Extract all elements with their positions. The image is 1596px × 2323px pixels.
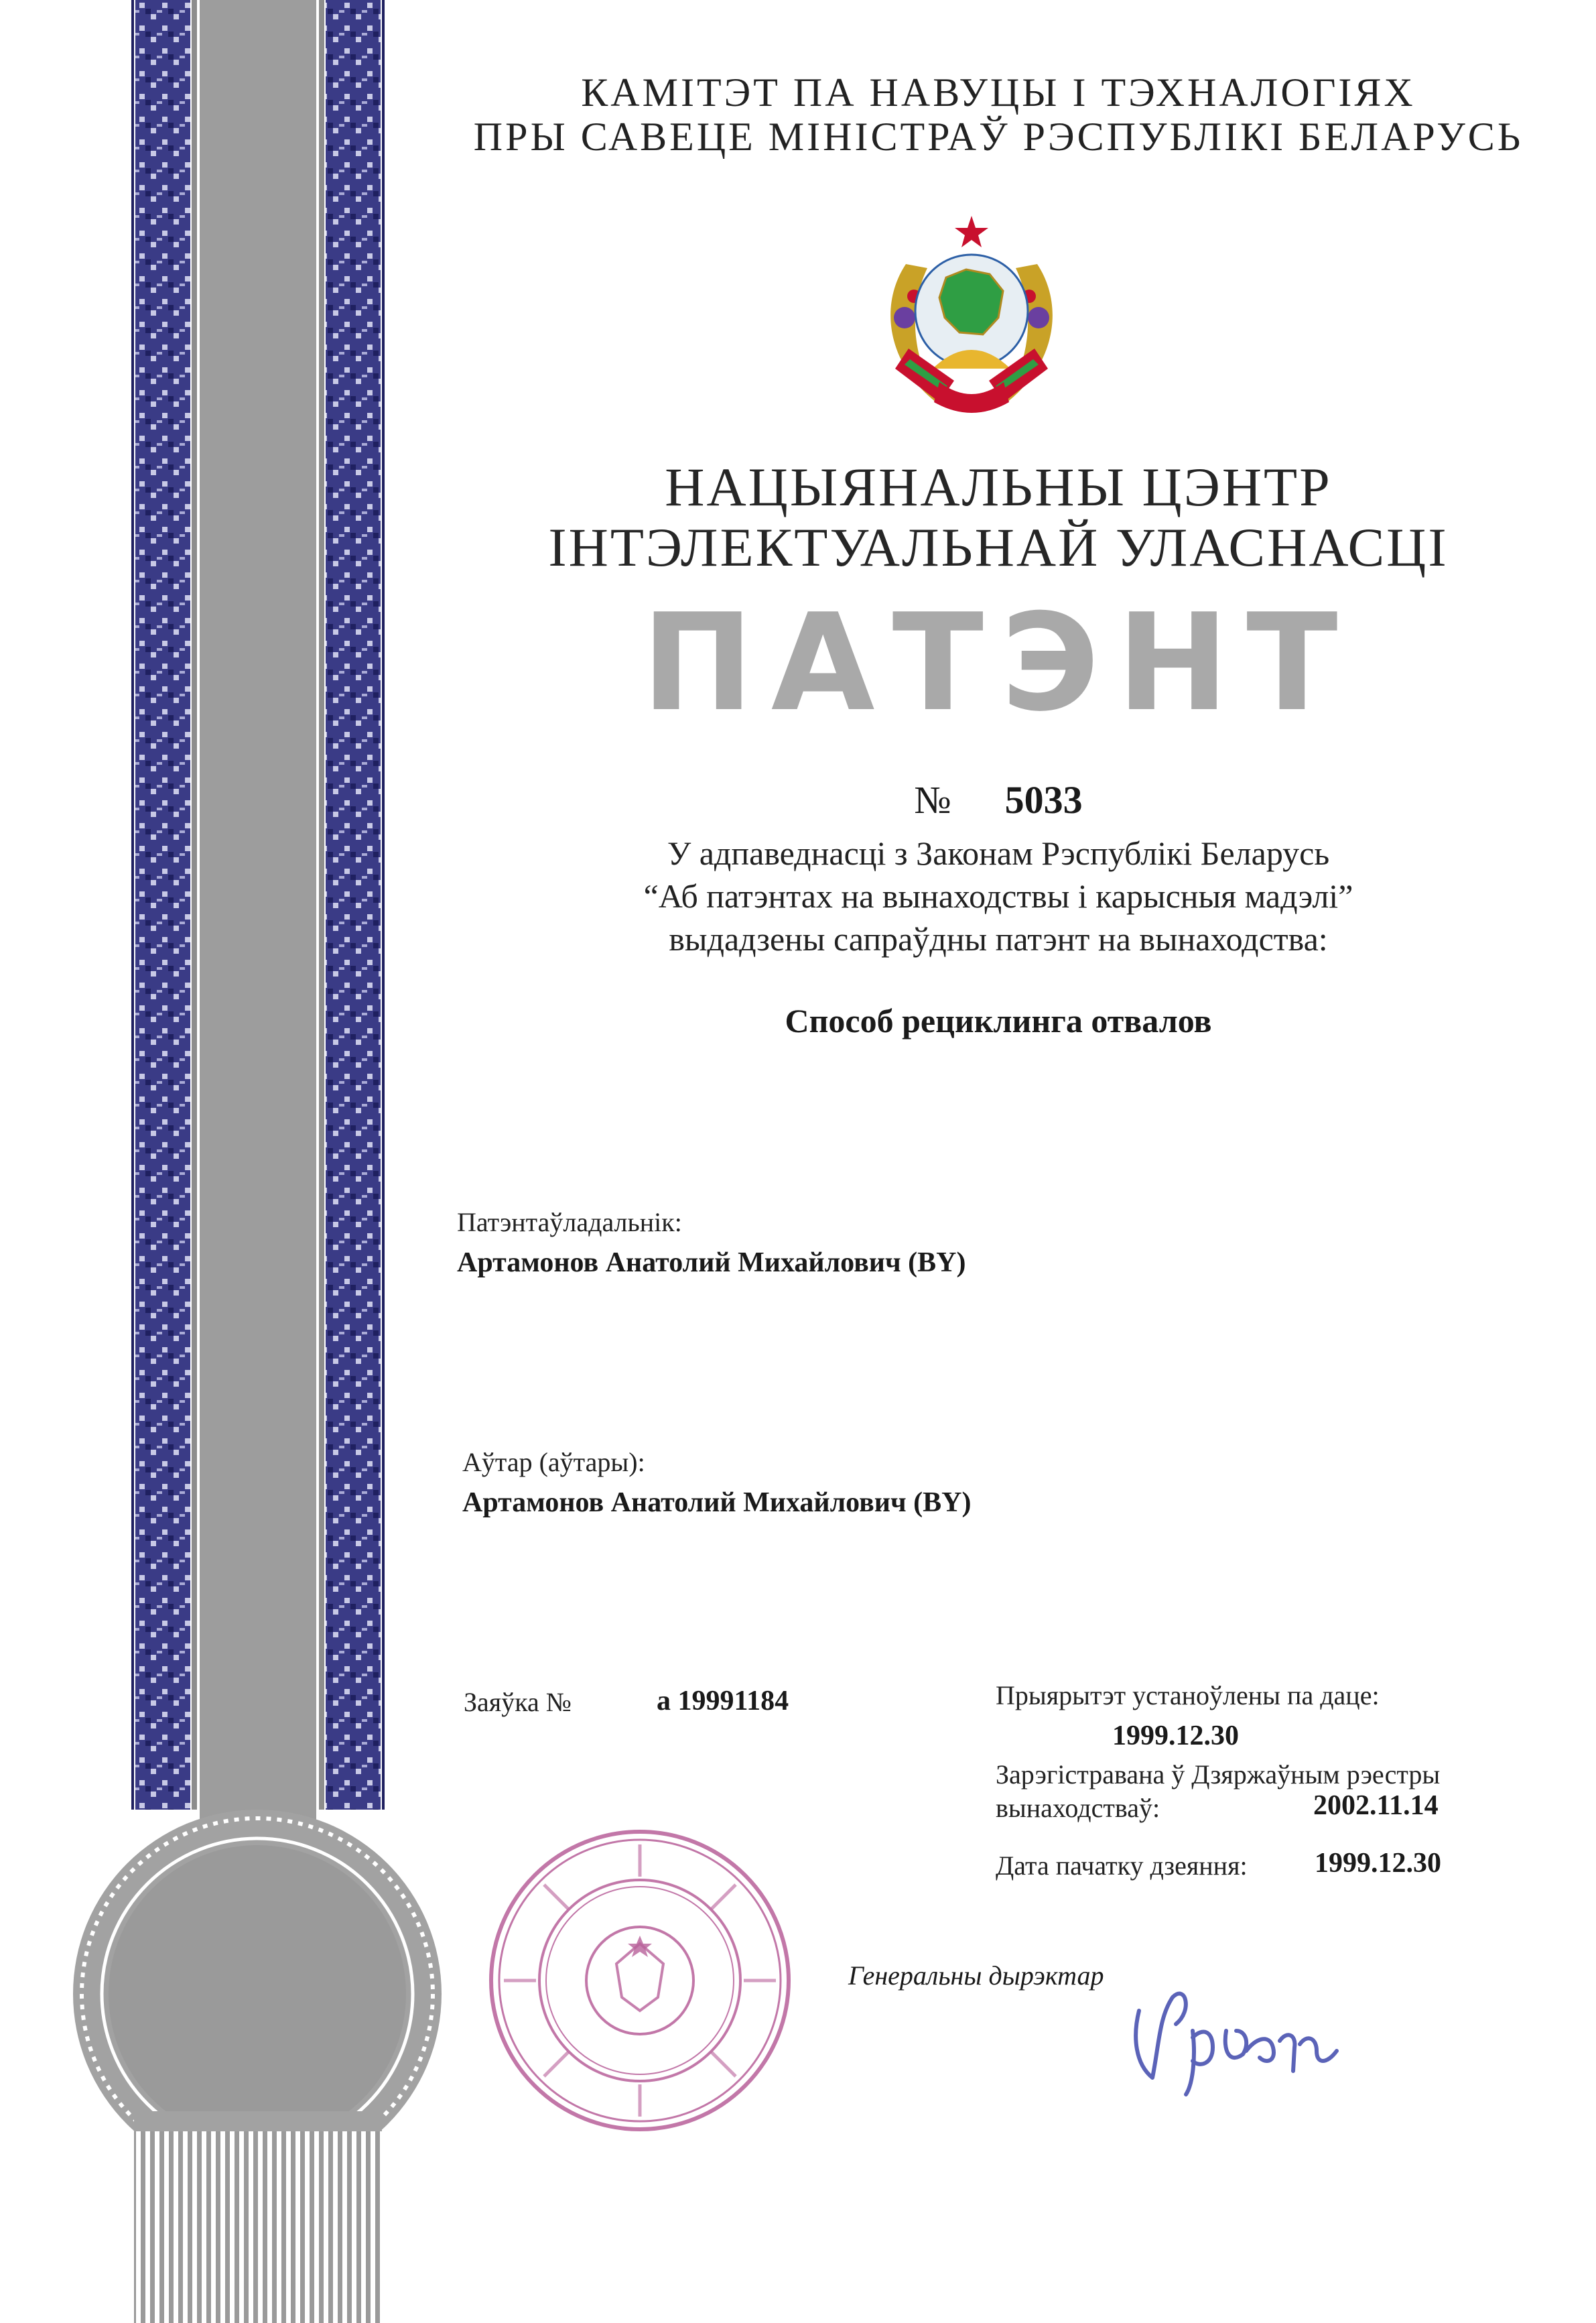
state-emblem-icon	[866, 210, 1077, 422]
official-seal-icon	[482, 1823, 797, 2138]
patent-number: 5033	[1004, 778, 1083, 822]
register-date: 2002.11.14	[1313, 1790, 1439, 1821]
patent-number-row	[469, 777, 1528, 822]
law-text-line-2: “Аб патэнтах на вынаходствы і карысныя мадэлі”	[643, 877, 1353, 915]
author-name: Артамонов Анатолий Михайлович (BY)	[462, 1487, 972, 1518]
director-label: Генеральны дырэктар	[848, 1960, 1104, 1991]
priority-label: Прыярытэт устаноўлены па даце:	[996, 1680, 1380, 1710]
document-title: ПАТЭНТ	[641, 585, 1355, 741]
register-label-line-2: вынаходстваў:	[996, 1793, 1160, 1823]
priority-date: 1999.12.30	[1112, 1720, 1239, 1751]
application-number: а 19991184	[657, 1686, 789, 1716]
center-name-line-1: НАЦЫЯНАЛЬНЫ ЦЭНТР	[665, 456, 1332, 517]
committee-name-line-2: ПРЫ САВЕЦЕ МІНІСТРАЎ РЭСПУБЛІКІ БЕЛАРУСЬ	[473, 115, 1524, 159]
number-sign: №	[914, 778, 951, 822]
holder-label: Патэнтаўладальнік:	[457, 1207, 682, 1237]
author-label: Аўтар (аўтары):	[462, 1447, 645, 1477]
decorative-ribbon	[0, 0, 469, 2323]
law-text-line-3: выдадзены сапраўдны патэнт на вынаходства:	[669, 920, 1328, 958]
application-label: Заяўка №	[464, 1687, 572, 1717]
invention-title: Способ рециклинга отвалов	[785, 1002, 1212, 1040]
register-label-line-1: Зарэгістравана ў Дзяржаўным рэестры	[996, 1759, 1441, 1790]
director-signature	[1112, 1964, 1367, 2098]
committee-name-line-1: КАМІТЭТ ПА НАВУЦЫ І ТЭХНАЛОГІЯХ	[581, 70, 1416, 115]
start-date-label: Дата пачатку дзеяння:	[996, 1850, 1248, 1881]
center-name-line-2: ІНТЭЛЕКТУАЛЬНАЙ УЛАСНАСЦІ	[548, 517, 1449, 578]
holder-name: Артамонов Анатолий Михайлович (BY)	[457, 1247, 966, 1278]
law-text-line-1: У адпаведнасці з Законам Рэспублікі Беларусь	[667, 834, 1330, 872]
start-date: 1999.12.30	[1315, 1848, 1441, 1879]
